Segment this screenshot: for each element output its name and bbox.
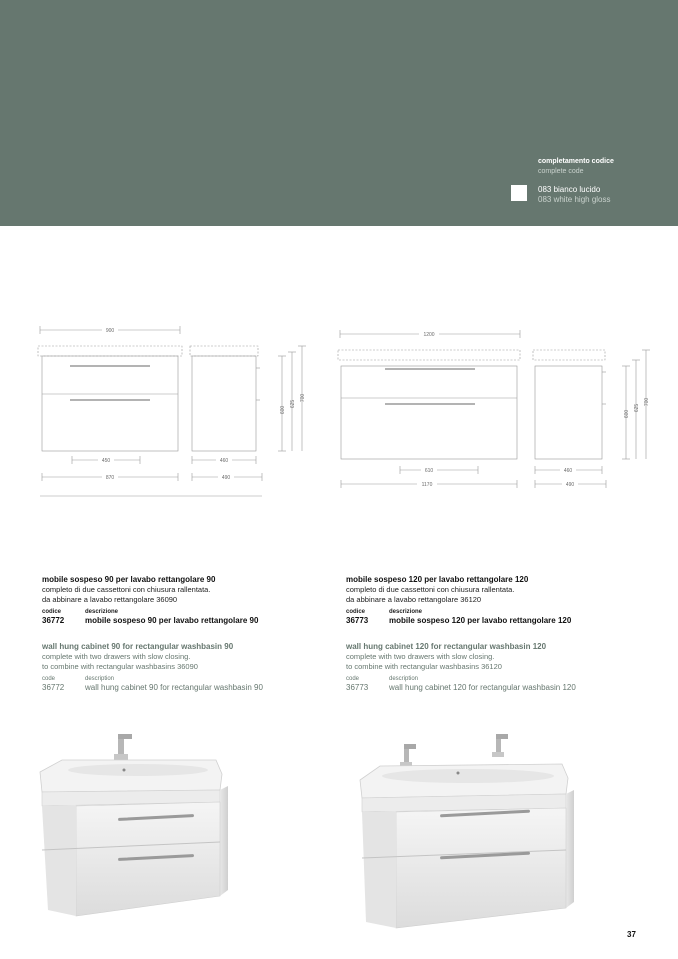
dim-depth-b-120: 490 — [565, 482, 575, 488]
product-desc-it-line1: completo di due cassettoni con chiusura rallentata. — [346, 585, 515, 594]
dim-bottom-inner-90: 450 — [101, 458, 111, 464]
product-code-en: 36772 — [42, 683, 65, 692]
finish-info — [538, 157, 673, 205]
column-header-description: descrizione — [85, 609, 119, 615]
product-table-en — [42, 675, 342, 693]
product-title-en: wall hung cabinet 120 for rectangular washbasin 120 — [346, 642, 547, 651]
finish-name-it: 083 bianco lucido — [538, 185, 601, 194]
cabinet-120-illustration — [356, 730, 576, 930]
dim-height-a-120: 600 — [624, 409, 630, 419]
dim-width-120: 1200 — [423, 332, 435, 338]
product-title-en: wall hung cabinet 90 for rectangular washbasin 90 — [42, 642, 234, 651]
dim-height-a-90: 600 — [280, 405, 286, 415]
finish-name-en: 083 white high gloss — [538, 195, 611, 204]
product-code-en: 36773 — [346, 683, 369, 692]
column-header-code-en: code — [346, 676, 360, 682]
product-table-it — [346, 608, 646, 626]
dim-bottom-outer-90: 870 — [105, 475, 115, 481]
product-desc-it-line2: da abbinare a lavabo rettangolare 36090 — [42, 594, 178, 604]
drawing-120-svg — [330, 320, 660, 500]
drawing-90-svg — [30, 320, 310, 500]
product-code: 36773 — [346, 616, 369, 625]
product-description-en: wall hung cabinet 120 for rectangular washbasin 120 — [389, 683, 576, 692]
dim-depth-a-90: 460 — [219, 458, 229, 464]
technical-drawing-120 — [330, 320, 660, 500]
finish-title-en: complete code — [538, 168, 584, 175]
product-table-en — [346, 675, 646, 693]
product-table-it — [42, 608, 342, 626]
product-photo-120 — [356, 730, 576, 935]
dim-height-b-120: 625 — [634, 403, 640, 413]
column-header-code: codice — [346, 609, 366, 615]
product-desc-it-line1: completo di due cassettoni con chiusura rallentata. — [42, 585, 211, 594]
column-header-description-en: description — [389, 676, 419, 682]
dim-height-c-120: 700 — [644, 397, 650, 407]
product-description: mobile sospeso 90 per lavabo rettangolare 90 — [85, 616, 259, 625]
dim-depth-a-120: 460 — [563, 468, 573, 474]
product-description: mobile sospeso 120 per lavabo rettangolare 120 — [389, 616, 572, 625]
dim-height-c-90: 700 — [300, 393, 306, 403]
product-title-it: mobile sospeso 90 per lavabo rettangolare 90 — [42, 575, 216, 584]
technical-drawing-90 — [30, 320, 310, 500]
product-description-en: wall hung cabinet 90 for rectangular washbasin 90 — [85, 683, 263, 692]
column-header-description: descrizione — [389, 609, 423, 615]
finish-title-it: completamento codice — [538, 158, 614, 165]
page-number: 37 — [627, 930, 636, 939]
product-code: 36772 — [42, 616, 65, 625]
finish-row — [538, 185, 673, 205]
color-swatch — [511, 185, 527, 201]
cabinet-90-illustration — [38, 730, 228, 925]
product-desc-it-line2: da abbinare a lavabo rettangolare 36120 — [346, 594, 482, 604]
column-header-code: codice — [42, 609, 62, 615]
product-desc-en-line1: complete with two drawers with slow closing. — [346, 652, 495, 661]
product-desc-en-line2: to combine with rectangular washbasins 36120 — [346, 661, 502, 671]
product-title-it: mobile sospeso 120 per lavabo rettangolare 120 — [346, 575, 529, 584]
column-header-description-en: description — [85, 676, 115, 682]
dim-height-b-90: 625 — [290, 399, 296, 409]
product-desc-en-line1: complete with two drawers with slow closing. — [42, 652, 191, 661]
dim-bottom-inner-120: 610 — [424, 468, 434, 474]
product-desc-en-line2: to combine with rectangular washbasins 36090 — [42, 661, 198, 671]
dim-bottom-outer-120: 1170 — [421, 482, 433, 488]
product-info-90 — [42, 575, 342, 693]
dim-width-90: 900 — [105, 328, 115, 334]
dim-depth-b-90: 490 — [221, 475, 231, 481]
product-info-120 — [346, 575, 646, 693]
column-header-code-en: code — [42, 676, 56, 682]
product-photo-90 — [38, 730, 228, 930]
